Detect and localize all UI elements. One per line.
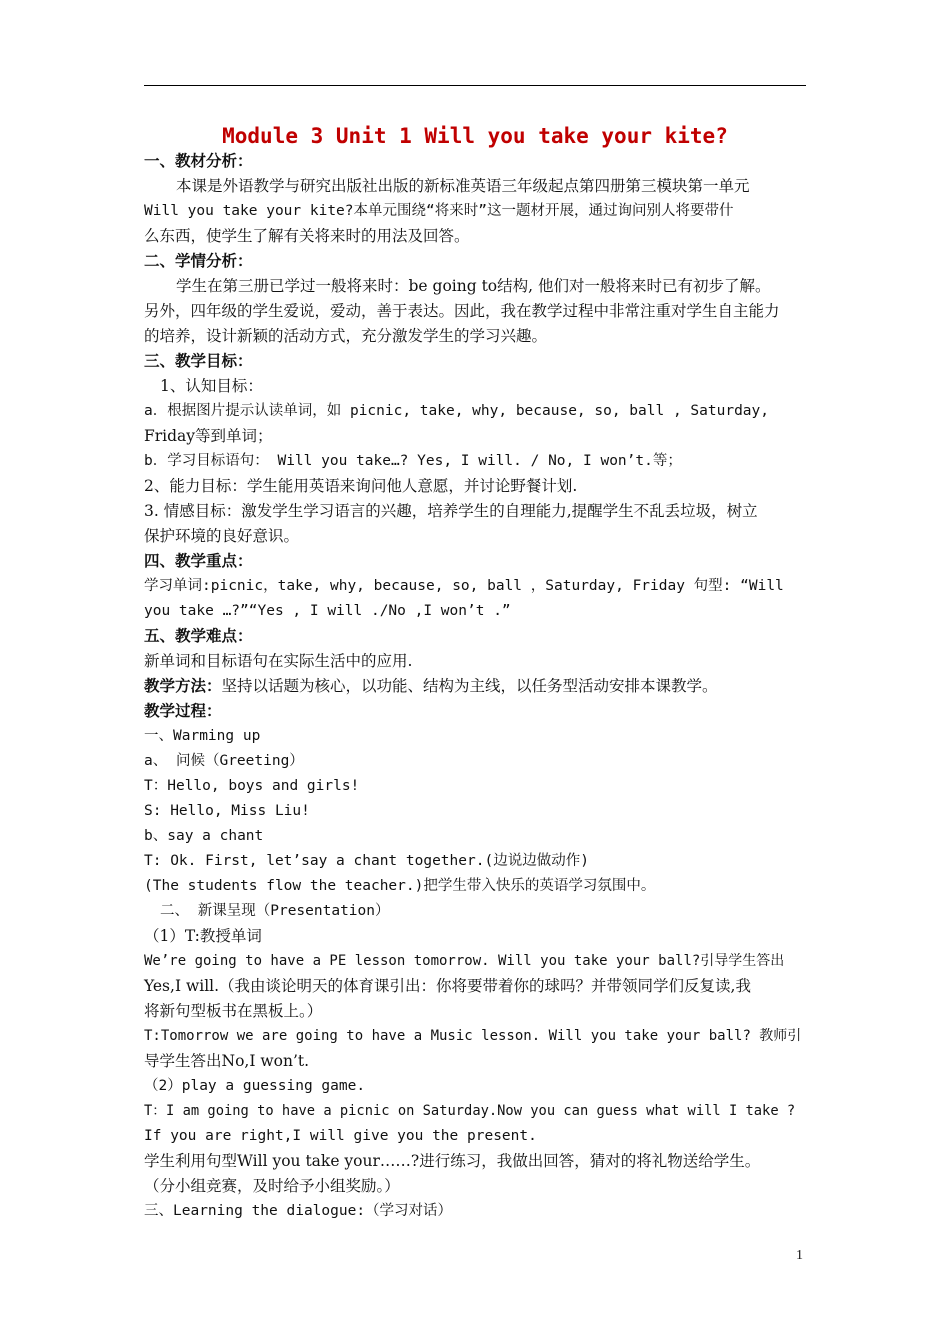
paragraph-line: 学习单词:picnic，take, why, because, so, ball ，Saturday, Friday 句型: “Will	[144, 578, 784, 594]
heading-teaching-method: 教学方法：	[144, 676, 222, 695]
teaching-method-line	[144, 675, 718, 697]
paragraph-line: S: Hello, Miss Liu!	[144, 803, 310, 819]
paragraph-line: We’re going to have a PE lesson tomorrow. Will you take your ball?引导学生答出	[144, 953, 785, 969]
paragraph-line: T：I am going to have a picnic on Saturday.Now you can guess what will I take ?	[144, 1103, 796, 1119]
paragraph-line: 的培养，设计新颖的活动方式，充分激发学生的学习兴趣。	[144, 327, 548, 345]
paragraph-line: 3. 情感目标：激发学生学习语言的兴趣，培养学生的自理能力,提醒学生不乱丢垃圾，树立	[144, 502, 758, 520]
header-rule	[144, 85, 806, 86]
paragraph-line: 2、能力目标：学生能用英语来询问他人意愿，并讨论野餐计划.	[144, 477, 578, 495]
document-title: Module 3 Unit 1 Will you take your kite?	[222, 124, 728, 148]
paragraph-line: 新单词和目标语句在实际生活中的应用.	[144, 652, 413, 670]
paragraph-line: Friday等到单词；	[144, 427, 273, 445]
heading-teaching-goals: 三、教学目标：	[144, 351, 253, 370]
paragraph-line: 么东西，使学生了解有关将来时的用法及回答。	[144, 227, 470, 245]
paragraph-line: T：Hello, boys and girls!	[144, 778, 360, 794]
heading-key-points: 四、教学重点：	[144, 551, 253, 570]
heading-textbook-analysis: 一、教材分析：	[144, 151, 253, 170]
paragraph-line: b、say a chant	[144, 828, 264, 844]
paragraph-line: T:Tomorrow we are going to have a Music lesson. Will you take your ball? 教师引	[144, 1028, 802, 1044]
paragraph-line: Yes,I will.（我由谈论明天的体育课引出：你将要带着你的球吗？并带领同学们反复读,我	[144, 977, 751, 995]
paragraph-line: （分小组竞赛，及时给予小组奖励。）	[144, 1177, 400, 1195]
paragraph-line: T: Ok. First, let’say a chant together.(边说边做动作)	[144, 853, 589, 869]
paragraph-line: (The students flow the teacher.)把学生带入快乐的英语学习氛围中。	[144, 878, 656, 894]
paragraph-line: 学生利用句型Will you take your……?进行练习，我做出回答，猜对的将礼物送给学生。	[144, 1152, 761, 1170]
heading-student-analysis: 二、学情分析：	[144, 251, 253, 270]
paragraph-line: If you are right,I will give you the present.	[144, 1128, 537, 1144]
paragraph-line: 三、Learning the dialogue:（学习对话）	[144, 1203, 453, 1219]
teaching-method-text: 坚持以话题为核心，以功能、结构为主线，以任务型活动安排本课教学。	[221, 677, 718, 695]
heading-difficult-points: 五、教学难点：	[144, 626, 253, 645]
paragraph-line: Will you take your kite?本单元围绕“将来时”这一题材开展，通过询问别人将要带什	[144, 203, 734, 219]
paragraph-line: 学生在第三册已学过一般将来时：be going to结构, 他们对一般将来时已有初步了解。	[176, 277, 771, 295]
heading-teaching-process: 教学过程：	[144, 701, 222, 720]
paragraph-line: （2）play a guessing game.	[144, 1078, 366, 1094]
paragraph-line: 本课是外语教学与研究出版社出版的新标准英语三年级起点第四册第三模块第一单元	[176, 177, 750, 195]
paragraph-line: 导学生答出No,I won’t.	[144, 1052, 310, 1070]
paragraph-line: 二、 新课呈现（Presentation）	[160, 903, 390, 919]
paragraph-line: 保护环境的良好意识。	[144, 527, 300, 545]
paragraph-line: a、 问候（Greeting）	[144, 753, 304, 769]
subheading-cognitive-goal: 1、认知目标：	[160, 377, 263, 395]
paragraph-line: （1）T:教授单词	[144, 927, 262, 945]
paragraph-line: a．根据图片提示认读单词，如 picnic, take, why, because, so, ball , Saturday,	[144, 403, 769, 419]
page-number: 1	[796, 1248, 803, 1263]
paragraph-line: 将新句型板书在黑板上。）	[144, 1002, 323, 1020]
paragraph-line: 另外，四年级的学生爱说，爱动，善于表达。因此，我在教学过程中非常注重对学生自主能力	[144, 302, 780, 320]
paragraph-line: 一、Warming up	[144, 728, 261, 744]
paragraph-line: you take …?”“Yes , I will ./No ,I won’t .”	[144, 603, 511, 619]
paragraph-line: b．学习目标语句： Will you take…? Yes, I will. / No, I won’t.等；	[144, 453, 682, 469]
